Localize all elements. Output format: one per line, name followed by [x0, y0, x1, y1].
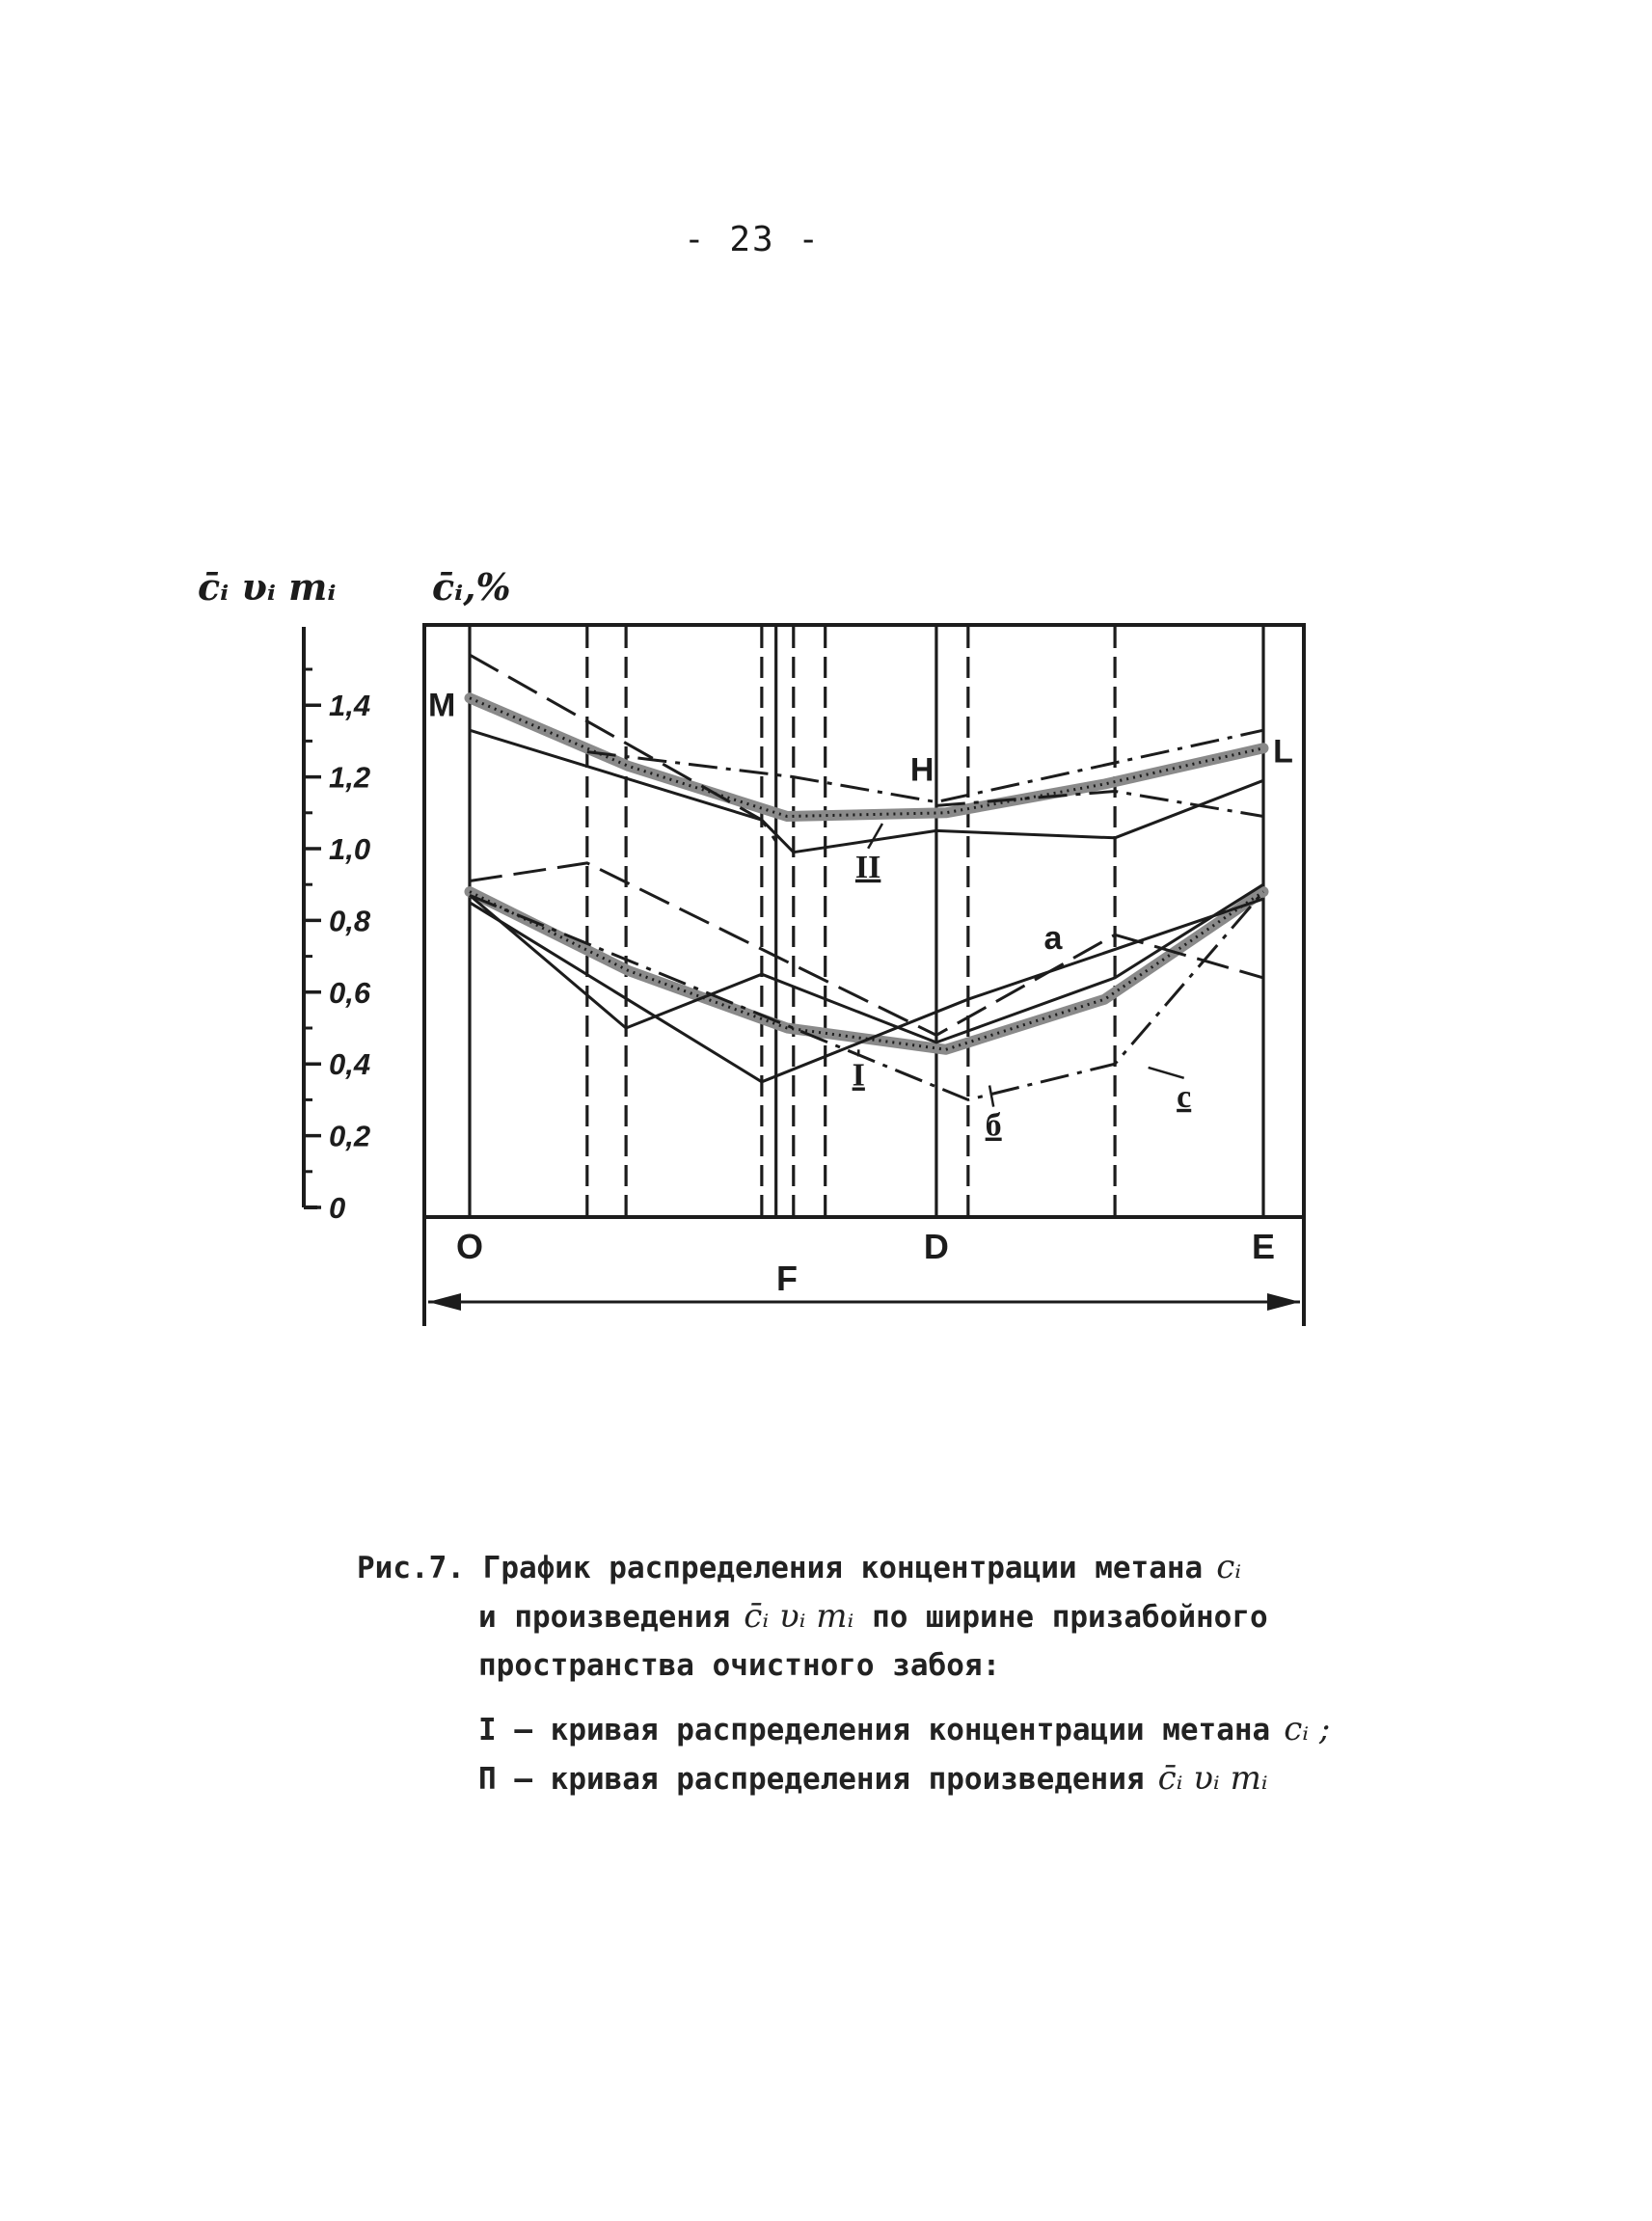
caption-title-part-1: График распределения концентрации метана	[482, 1551, 1204, 1585]
caption-figure-label: Рис.7.	[357, 1551, 465, 1585]
point-label-h: H	[909, 751, 934, 789]
caption-symbol-ci: cᵢ	[1216, 1548, 1242, 1586]
caption-line-3: пространства очистного забоя:	[478, 1648, 1001, 1683]
y-tick-label-2: 0,2	[329, 1119, 371, 1153]
point-label-l: L	[1273, 733, 1293, 771]
y-tick-label-1: 0	[329, 1191, 346, 1225]
curve-label-1: II	[854, 849, 881, 885]
y-tick-label-3: 0,4	[329, 1047, 371, 1082]
legend-item-curve-ii	[357, 1754, 1514, 1803]
caption-symbol-product: c̄ᵢ υᵢ mᵢ	[744, 1597, 854, 1636]
legend-symbol-curve-i: cᵢ ;	[1284, 1710, 1331, 1748]
x-position-label-e: E	[1251, 1227, 1276, 1266]
x-position-label-o: O	[455, 1227, 484, 1266]
vertical-grid-lines	[470, 627, 1263, 1217]
caption-line-2	[357, 1592, 1514, 1641]
curve-leader-1	[868, 824, 882, 849]
series-line-a	[470, 884, 1263, 1043]
curve-label-2: I	[852, 1057, 865, 1094]
y-tick-label-5: 0,8	[329, 904, 371, 938]
width-arrow-left-head	[428, 1293, 461, 1311]
width-label-f: F	[776, 1259, 798, 1298]
plot-frame	[424, 625, 1304, 1217]
y-axis-title-left: c̄ᵢ υᵢ mᵢ	[198, 565, 337, 609]
caption-title-part-2: и произведения	[478, 1600, 731, 1635]
y-tick-label-7: 1,2	[329, 760, 371, 795]
legend-text-curve-ii: П – кривая распределения произведения	[478, 1762, 1145, 1797]
series-line-curve9	[470, 899, 1263, 1082]
series-line-I-halo	[470, 892, 1263, 1050]
curve-label-4: c	[1177, 1078, 1192, 1115]
caption-line-1	[357, 1543, 1514, 1592]
curve-leader-3	[989, 1086, 993, 1107]
legend-symbol-curve-ii: c̄ᵢ υᵢ mᵢ	[1157, 1759, 1268, 1798]
legend-text-curve-i: I – кривая распределения концентрации метана	[478, 1713, 1271, 1747]
point-label-m: M	[428, 687, 456, 724]
caption-title-part-3: по ширине призабойного	[872, 1600, 1268, 1635]
point-label-a: a	[1043, 920, 1063, 958]
series-line-3	[470, 655, 776, 842]
curve-leader-4	[1149, 1068, 1184, 1078]
width-arrow-right-head	[1267, 1293, 1300, 1311]
y-tick-label-6: 1,0	[329, 832, 371, 866]
y-axis-title-right: c̄ᵢ,%	[432, 565, 511, 609]
curve-label-3: б	[985, 1107, 1002, 1144]
y-axis	[304, 627, 371, 1225]
x-position-label-d: D	[923, 1227, 949, 1266]
caption-legend	[357, 1705, 1514, 1803]
y-tick-label-8: 1,4	[329, 689, 371, 723]
figure-caption	[357, 1543, 1514, 1803]
page-number: - 23 -	[683, 220, 822, 259]
legend-item-curve-i	[357, 1705, 1514, 1754]
y-tick-label-4: 0,6	[329, 975, 371, 1010]
